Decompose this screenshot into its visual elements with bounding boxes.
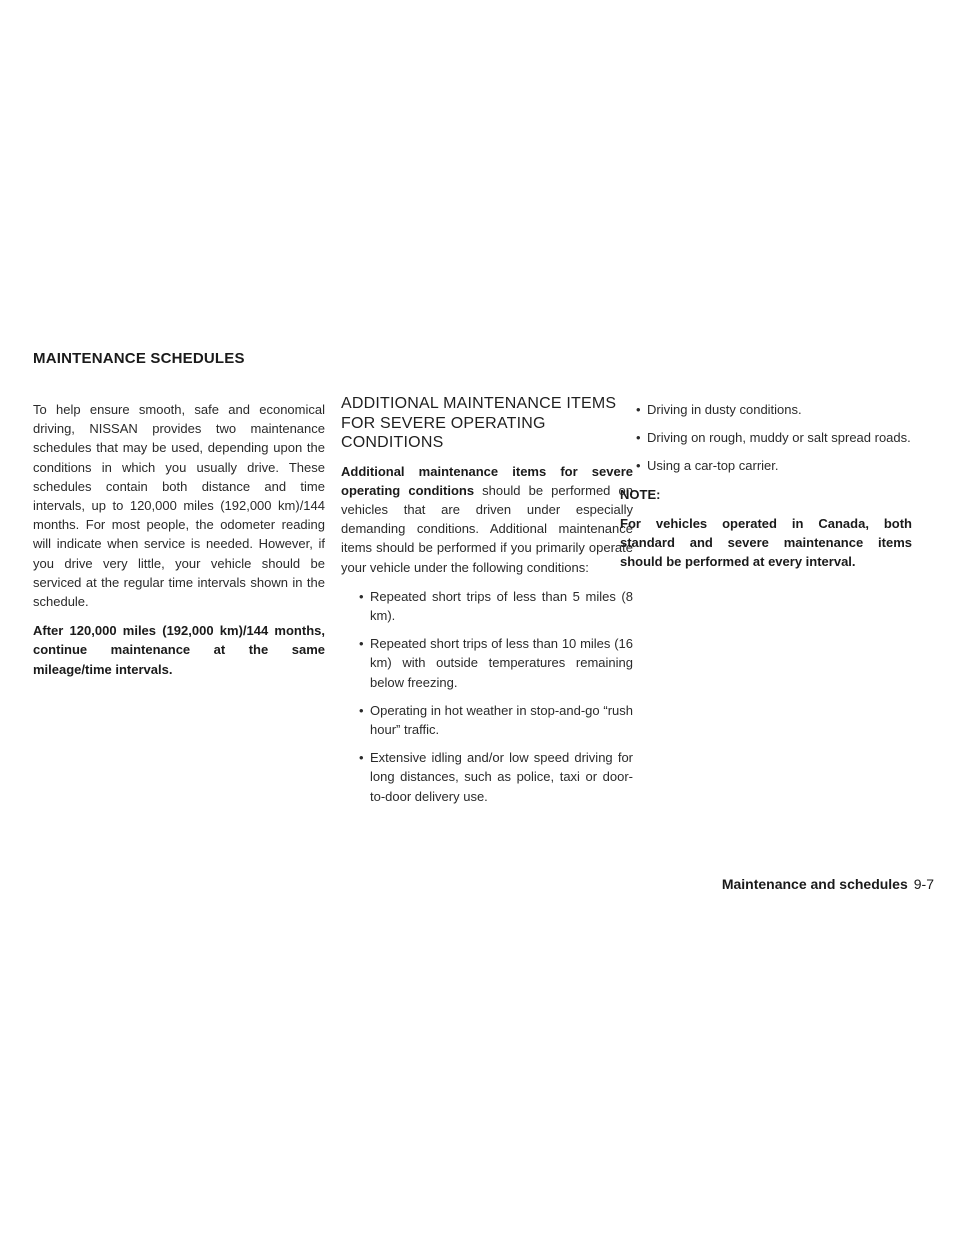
column-severe-conditions [341, 394, 633, 815]
list-item-text: Extensive idling and/or low speed driving for long distances, such as police, taxi or door-to-door delivery use. [370, 750, 633, 804]
severe-conditions-list [341, 587, 633, 806]
canada-note: For vehicles operated in Canada, both standard and severe maintenance items should be performed at every interval. [620, 515, 912, 570]
bullet-icon: • [636, 430, 641, 446]
column-intro [33, 400, 325, 689]
after-interval-note: After 120,000 miles (192,000 km)/144 months, continue maintenance at the same mileage/time intervals. [33, 623, 325, 677]
list-item [620, 456, 912, 475]
list-item-text: Driving on rough, muddy or salt spread roads. [647, 430, 911, 446]
chapter-title: Maintenance and schedules [721, 876, 908, 892]
column-more-conditions [620, 400, 912, 581]
list-item [341, 748, 633, 806]
bullet-icon: • [359, 702, 364, 718]
list-item-text: Repeated short trips of less than 5 miles (8 km). [370, 588, 633, 623]
list-item [341, 701, 633, 739]
severe-conditions-lead-rest: should be performed on vehicles that are driven under especially demanding conditions. Additional maintenance items should be performed if you primarily operate your vehicle under the following conditions: [341, 482, 633, 575]
list-item [341, 634, 633, 692]
list-item [620, 400, 912, 419]
bullet-icon: • [359, 750, 364, 766]
list-item [620, 428, 912, 447]
list-item-text: Operating in hot weather in stop-and-go “rush hour” traffic. [370, 702, 633, 737]
list-item-text: Using a car-top carrier. [647, 458, 779, 474]
list-item-text: Driving in dusty conditions. [647, 402, 802, 417]
bullet-icon: • [359, 636, 364, 652]
severe-conditions-heading: ADDITIONAL MAINTENANCE ITEMS FOR SEVERE OPERATING CONDITIONS [341, 395, 617, 451]
page-number: 9-7 [913, 876, 934, 892]
list-item [341, 587, 633, 625]
intro-paragraph: To help ensure smooth, safe and economical driving, NISSAN provides two maintenance schedules that may be used, depending upon the conditions in which you usually drive. These schedules contain both distance and time intervals, up to 120,000 miles (192,000 km)/144 months. For most people, the odometer reading will indicate when service is needed. However, if you drive very little, your vehicle should be serviced at the regular time intervals shown in the schedule. [33, 402, 325, 610]
severe-conditions-lead-bold: Additional maintenance items for severe operating conditions [341, 463, 633, 498]
severe-conditions-lead [341, 462, 633, 577]
bullet-icon: • [636, 402, 641, 417]
more-conditions-list [620, 400, 912, 476]
page-footer [722, 876, 934, 892]
bullet-icon: • [359, 588, 364, 604]
note-label: NOTE: [620, 486, 661, 502]
list-item-text: Repeated short trips of less than 10 miles (16 km) with outside temperatures remaining below freezing. [370, 636, 633, 690]
section-title: MAINTENANCE SCHEDULES [33, 350, 245, 367]
bullet-icon: • [636, 458, 641, 474]
